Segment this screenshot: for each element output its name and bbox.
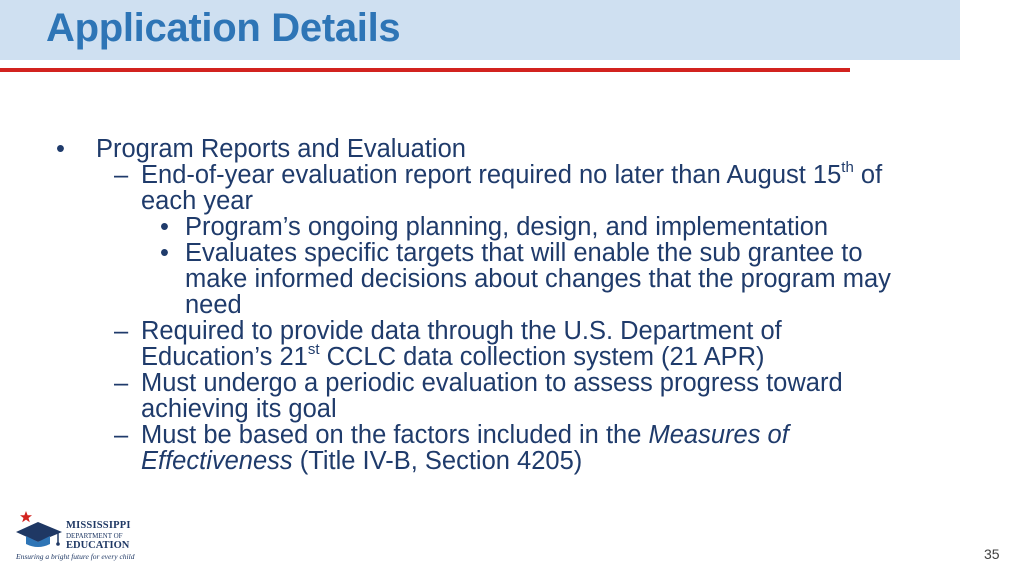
- outline-subitem-cont: each year: [141, 187, 253, 215]
- dash-marker: –: [114, 369, 129, 397]
- logo-wordmark: MISSISSIPPI DEPARTMENT OF EDUCATION: [66, 520, 131, 551]
- outline-bullet-cont: make informed decisions about changes that the program may: [185, 265, 891, 293]
- dash-marker: –: [114, 161, 129, 189]
- outline-subitem: Must be based on the factors included in the Measures of: [141, 421, 789, 449]
- outline-subitem-cont: Effectiveness (Title IV-B, Section 4205): [141, 447, 583, 475]
- outline-bullet: Evaluates specific targets that will enable the sub grantee to: [185, 239, 863, 267]
- outline-bullet-cont: need: [185, 291, 242, 319]
- outline-subitem: Must undergo a periodic evaluation to assess progress toward: [141, 369, 843, 397]
- page-number: 35: [984, 546, 1000, 562]
- star-icon: [20, 511, 32, 522]
- dash-marker: –: [114, 317, 129, 345]
- dash-marker: –: [114, 421, 129, 449]
- bullet-dot: •: [160, 239, 169, 267]
- logo-tagline: Ensuring a bright future for every child: [16, 552, 135, 561]
- slide-title: Application Details: [46, 6, 401, 50]
- outline-subitem: End-of-year evaluation report required no later than August 15th of: [141, 159, 883, 189]
- outline-subitem: Required to provide data through the U.S. Department of: [141, 317, 782, 345]
- outline-item: Program Reports and Evaluation: [96, 135, 466, 163]
- title-rule: [0, 68, 850, 72]
- bullet-dot: •: [56, 135, 65, 163]
- outline-subitem-cont: Education’s 21st CCLC data collection system (21 APR): [141, 341, 765, 371]
- bullet-dot: •: [160, 213, 169, 241]
- outline-bullet: Program’s ongoing planning, design, and implementation: [185, 213, 829, 241]
- outline-subitem-cont: achieving its goal: [141, 395, 337, 423]
